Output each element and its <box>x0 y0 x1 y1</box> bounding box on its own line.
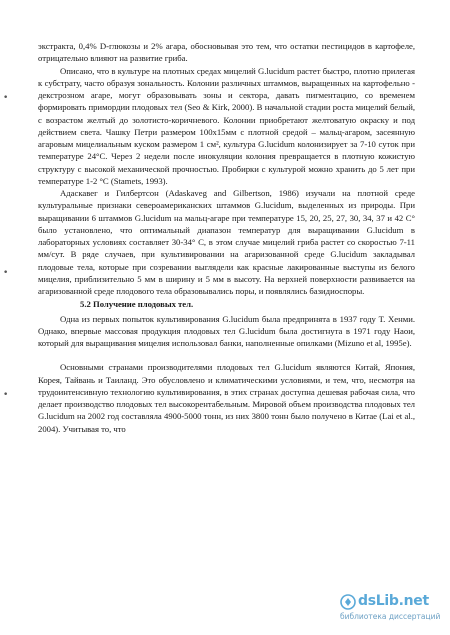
watermark-name: dsLib.net <box>358 593 429 609</box>
margin-mark: • <box>3 93 9 103</box>
watermark-subtitle: библиотека диссертаций <box>340 612 441 621</box>
section-heading: 5.2 Получение плодовых тел. <box>80 299 194 310</box>
paragraph: Одна из первых попыток культивирования G.lucidum была предпринята в 1937 году Т. Хенми. Однако, впервые массовая продукция плодовых тел G.lucidum была достигнута в 1971 году Наои, который для выращивания мицелия использовал банки, наполненные опилками (Mizuno et al, 1995е). <box>38 313 415 348</box>
margin-mark: • <box>3 268 9 278</box>
paragraph: экстракта, 0,4% D-глюкозы и 2% агара, обосновывая это тем, что остатки пестицидов в картофеле, отрицательно влияют на развитие гриба. <box>38 41 415 64</box>
margin-mark: • <box>3 390 9 400</box>
document-body <box>38 40 415 435</box>
watermark <box>340 593 441 624</box>
paragraph: Адаскавег и Гилбертсон (Adaskaveg and Gilbertson, 1986) изучали на плотной среде культуральные признаки североамериканских штаммов G.lucidum, выделенных из природы. При выращивании 6 штаммов G.lucidum на мальц-агаре при температуре 15, 20, 25, 27, 30, 34, 37 и 42 С° было установлено, что оптимальный диапазон температур для выращивании G.lucidum в лабораторных условиях составляет 30-34° С, в этом случае мицелий гриба растет со скоростью 7-11 мм/сут. В ряде случаев, при культивировании на агаризованной среде G.lucidum закладывал плодовые тела, которые при созревании выглядели как красные лакированные выступы из белого мицелия, приблизительно 5 мм в ширину и 5 мм в высоту. На верхней поверхности развивается на агаризованной среде плодового тела образовывались поры, и появлялись базидиоспоры. <box>38 188 415 296</box>
paragraph: Основными странами производителями плодовых тел G.lucidum являются Китай, Япония, Корея, Тайвань и Таиланд. Это обусловлено и климатическими условиями, и тем, что, несмотря на трудоинтенсивную технологию культивирования, в этих странах доступна дешевая рабочая сила, что делает производство плодовых тел высокорентабельным. Мировой объем производства плодовых тел G.lucidum на 2002 год составляла 4900-5000 тонн, из них 3800 тонн было получено в Китае (Lai et al., 2004). Учитывая то, что <box>38 362 415 434</box>
dslib-logo-icon <box>340 594 356 610</box>
paragraph: Описано, что в культуре на плотных средах мицелий G.lucidum растет быстро, плотно прилегая к субстрату, часто образуя зональность. Колонии различных штаммов, выращенных на картофельно - декстрозном агаре, могут образовывать зоны и сектора, давать пигментацию, со временем формировать примордии плодовых тел (Seo & Kirk, 2000). В начальной стадии роста мицелий белый, с возрастом желтый до золотисто-коричневого. Колонии приобретают желтоватую окраску и под действием света. Чашку Петри размером 100x15мм с плотной средой – мальц-агаром, засеянную агаровым мицелиальным куском размером 1 см², культура G.lucidum колонизирует за 7-10 суток при температуре 24°С. Через 2 недели после инокуляции колония превращается в плотную кожистую структуру с высокой механической прочностью. Пробирки с культурой можно хранить до 5 лет при температуре 1-2 °С (Stamets, 1993). <box>38 65 415 186</box>
